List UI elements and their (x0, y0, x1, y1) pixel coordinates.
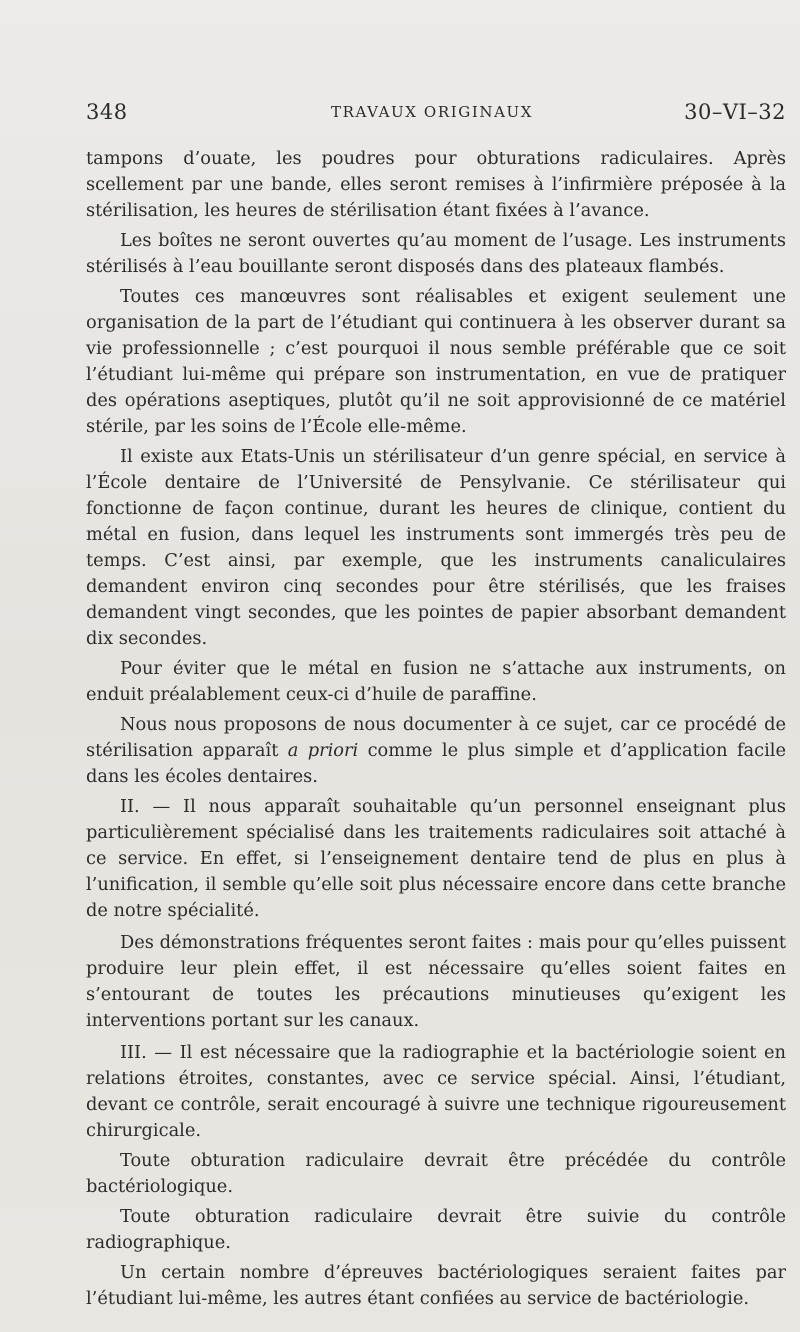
paragraph: Toute obturation radiculaire devrait être suivie du contrôle radiographique. (86, 1206, 786, 1253)
paragraph (86, 712, 786, 790)
paragraph: II. — Il nous apparaît souhaitable qu’un personnel enseignant plus particulièrement spécialisé dans les traitements radiculaires soit attaché à ce service. En effet, si l’enseignement dentaire tend de plus en plus à l’unification, il semble qu’elle soit plus nécessaire encore dans cette branche de notre spécialité. (86, 796, 786, 921)
paragraph-text: Nous nous proposons de nous documenter à ce sujet, car ce procédé de stérilisation apparaît (86, 714, 786, 761)
italic-phrase: a priori (287, 740, 359, 761)
paragraph: Il existe aux Etats-Unis un stérilisateur d’un genre spécial, en service à l’École dentaire de l’Université de Pensylvanie. Ce stérilisateur qui fonctionne de façon continue, durant les heures de clinique, contient du métal en fusion, dans lequel les instruments sont immergés très peu de temps. C’est ainsi, par exemple, que les instruments canaliculaires demandent environ cinq secondes pour être stérilisés, que les fraises demandent vingt secondes, que les pointes de papier absorbant demandent dix secondes. (86, 446, 786, 649)
paragraph: Toutes ces manœuvres sont réalisables et exigent seulement une organisation de la part de l’étudiant qui continuera à les observer durant sa vie professionnelle ; c’est pourquoi il nous semble préférable que ce soit l’étudiant lui-même qui prépare son instrumentation, en vue de pratiquer des opérations aseptiques, plutôt qu’il ne soit approvisionné de ce matériel stérile, par les soins de l’École elle-même. (86, 286, 786, 437)
running-title: TRAVAUX ORIGINAUX (331, 103, 534, 121)
body-text (86, 146, 786, 1316)
paragraph: Des démonstrations fréquentes seront faites : mais pour qu’elles puissent produire leur plein effet, il est nécessaire qu’elles soient faites en s’entourant de toutes les précautions minutieuses qu’exigent les interventions portant sur les canaux. (86, 932, 786, 1031)
paragraph: III. — Il est nécessaire que la radiographie et la bactériologie soient en relations étroites, constantes, avec ce service spécial. Ainsi, l’étudiant, devant ce contrôle, serait encouragé à suivre une technique rigoureusement chirurgicale. (86, 1042, 786, 1141)
paragraph: Un certain nombre d’épreuves bactériologiques seraient faites par l’étudiant lui-même, les autres étant confiées au service de bactériologie. (86, 1262, 786, 1309)
paragraph-text: comme le plus simple et d’application facile dans les écoles dentaires. (86, 740, 786, 787)
page-number: 348 (86, 100, 128, 124)
paragraph: Toute obturation radiculaire devrait être précédée du contrôle bactériologique. (86, 1150, 786, 1197)
paragraph: Les boîtes ne seront ouvertes qu’au moment de l’usage. Les instruments stérilisés à l’eau bouillante seront disposés dans des plateaux flambés. (86, 230, 786, 277)
paragraph: tampons d’ouate, les poudres pour obturations radiculaires. Après scellement par une bande, elles seront remises à l’infirmière préposée à la stérilisation, les heures de stérilisation étant fixées à l’avance. (86, 148, 786, 221)
header-date: 30–VI–32 (684, 100, 786, 124)
paragraph: Pour éviter que le métal en fusion ne s’attache aux instruments, on enduit préalablement ceux-ci d’huile de paraffine. (86, 658, 786, 705)
page-header (86, 100, 786, 130)
